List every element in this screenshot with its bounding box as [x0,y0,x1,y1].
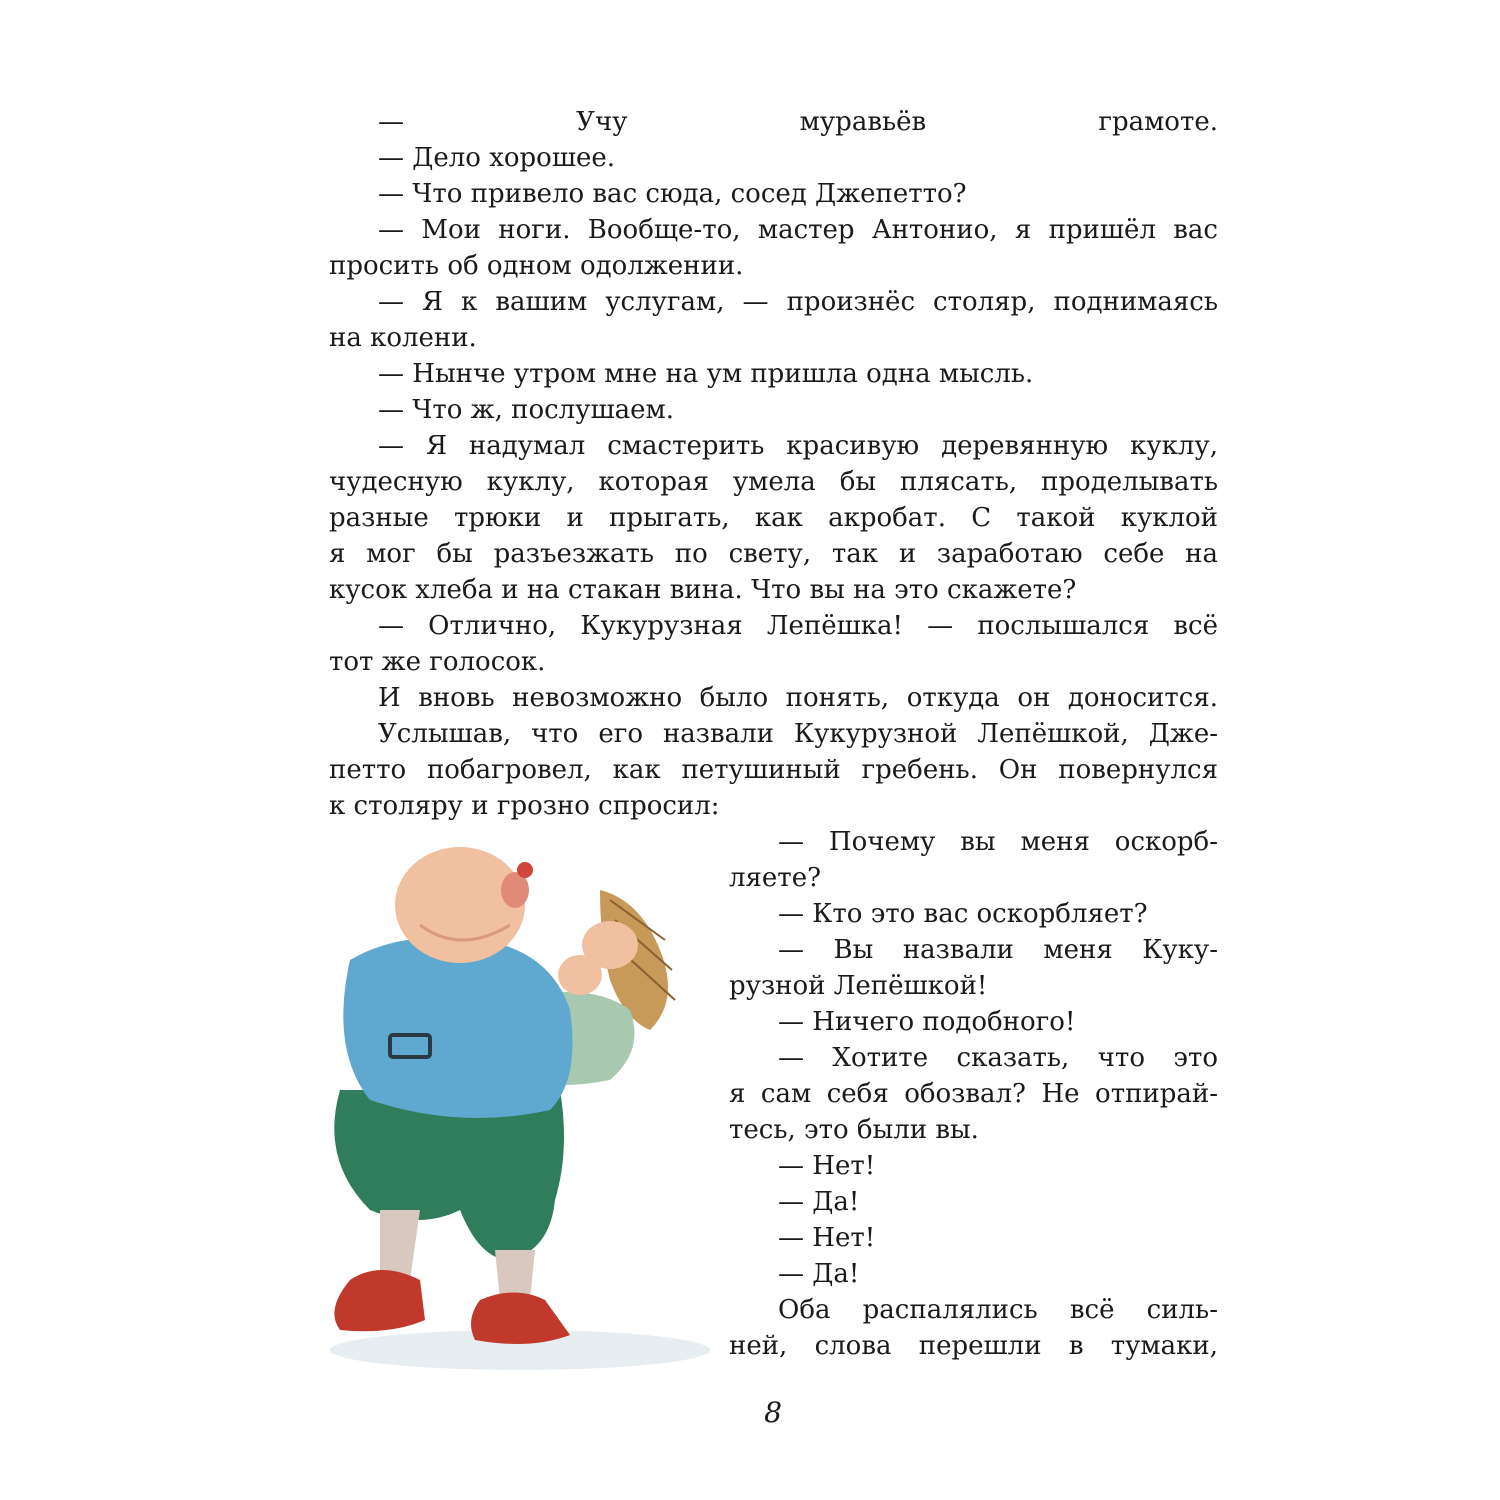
text-line: — Что привело вас сюда, сосед Джепетто? [378,179,967,209]
geppetto-illustration [310,830,725,1375]
right-sock [495,1250,535,1300]
text-line: — Дело хорошее. [378,143,616,173]
column-text-line: — Вы назвали меня Куку- [778,935,1218,965]
text-line: разные трюки и прыгать, как акробат. С такой куклой [329,503,1218,533]
text-line: петто побагровел, как петушиный гребень. Он повернулся [329,755,1218,785]
column-text-line: — Нет! [778,1151,876,1181]
nose [517,862,533,878]
text-line: я мог бы разъезжать по свету, так и заработаю себе на [329,539,1218,569]
text-line: Услышав, что его назвали Кукурузной Лепёшкой, Дже- [378,719,1218,749]
text-line: к столяру и грозно спросил: [329,791,720,821]
column-text-line: — Да! [778,1187,860,1217]
text-line: на колени. [329,323,477,353]
page-number: 8 [764,1396,782,1429]
column-text-line: — Ничего подобного! [778,1007,1076,1037]
bald-head [395,847,525,963]
column-text-line: — Нет! [778,1223,876,1253]
right-shoe [471,1293,570,1345]
text-line: — Что ж, послушаем. [378,395,675,425]
column-text-line: — Кто это вас оскорбляет? [778,899,1148,929]
vest [343,938,572,1119]
column-text-line: ляете? [729,863,822,893]
column-text-line: Оба распалялись всё силь- [778,1295,1218,1325]
text-line: кусок хлеба и на стакан вина. Что вы на это скажете? [329,575,1077,605]
text-line: И вновь невозможно было понять, откуда он доносится. [378,683,1218,713]
text-line: — Я надумал смастерить красивую деревянную куклу, [378,431,1218,461]
column-text-line: тесь, это были вы. [729,1115,979,1145]
text-line: — Отлично, Кукурузная Лепёшка! — послышался всё [378,611,1218,641]
hand-left [558,955,602,995]
text-line: — Нынче утром мне на ум пришла одна мысль. [378,359,1034,389]
left-sock [380,1210,420,1280]
column-text-line: — Почему вы меня оскорб- [778,827,1218,857]
text-line: — Я к вашим услугам, — произнёс столяр, поднимаясь [378,287,1218,317]
column-text-line: — Да! [778,1259,860,1289]
text-line: чудесную куклу, которая умела бы плясать, проделывать [329,467,1218,497]
column-text-line: рузной Лепёшкой! [729,971,988,1001]
column-text-line: ней, слова перешли в тумаки, [729,1331,1218,1361]
left-shoe [334,1270,425,1331]
column-text-line: — Хотите сказать, что это [778,1043,1218,1073]
column-text-line: я сам себя обозвал? Не отпирай- [729,1079,1218,1109]
text-line: просить об одном одолжении. [329,251,744,281]
text-line: — Учу муравьёв грамоте. [378,107,1218,137]
text-line: — Мои ноги. Вообще-то, мастер Антонио, я пришёл вас [378,215,1218,245]
text-line: тот же голосок. [329,647,546,677]
